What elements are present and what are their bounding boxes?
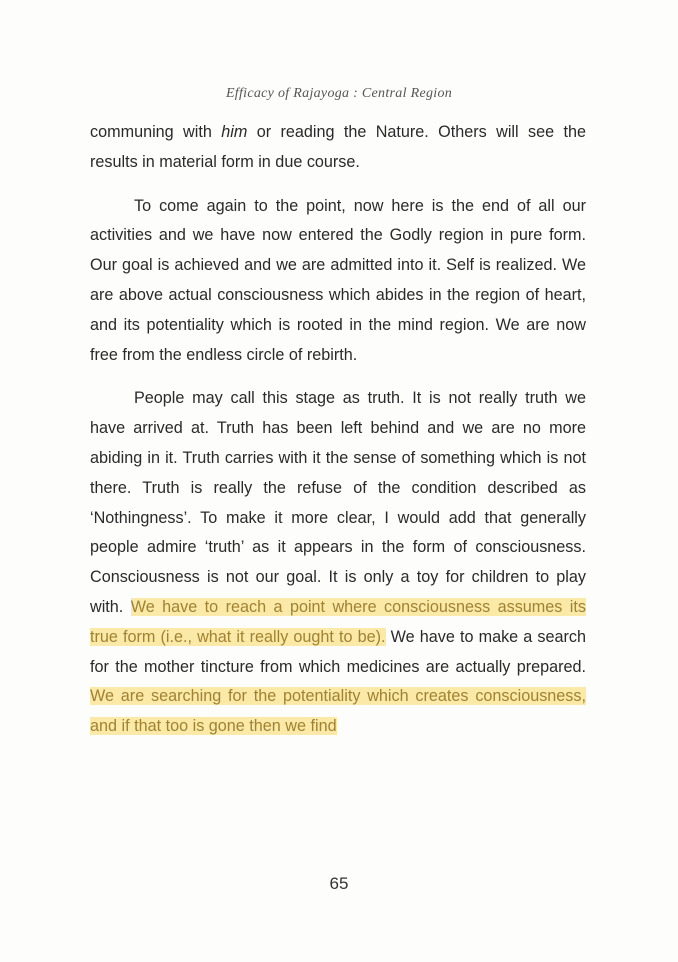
paragraph-1-text-a: communing with <box>90 123 222 141</box>
paragraph-3-text-b: We have to make a search for the mother tincture from which medicines are actually prepared. <box>90 627 586 676</box>
paragraph-1 <box>90 118 586 178</box>
highlight-1: We have to reach a point where consciousness assumes its true form (i.e., what it really ought to be). <box>90 597 586 646</box>
running-head: Efficacy of Rajayoga : Central Region <box>225 86 453 101</box>
paragraph-2: To come again to the point, now here is the end of all our activities and we have now entered the Godly region in pure form. Our goal is achieved and we are admitted into it. Self is realized. We are above actual consciousness which abides in the region of heart, and its potentiality which is rooted in the mind region. We are now free from the endless circle of rebirth. <box>90 196 586 364</box>
paragraph-3-text-a: People may call this stage as truth. It is not really truth we have arrived at. Truth has been left behind and we are no more abiding in it. Truth carries with it the sense of something which is not there. Truth is really the refuse of the condition described as ‘Nothingness’. To make it more clear, I would add that generally people admire ‘truth’ as it appears in the form of consciousness. Consciousness is not our goal. It is only a toy for children to play with. <box>90 389 586 616</box>
page-number: 65 <box>329 874 349 893</box>
paragraph-1-italic: him <box>221 123 248 141</box>
body-text <box>90 118 586 742</box>
paragraph-3 <box>90 384 586 742</box>
paragraph-1-text-c: or reading the Nature. Others will see the results in material form in due course. <box>90 123 586 171</box>
highlight-2: We are searching for the potentiality which creates consciousness, and if that too is gone then we find <box>90 687 586 736</box>
